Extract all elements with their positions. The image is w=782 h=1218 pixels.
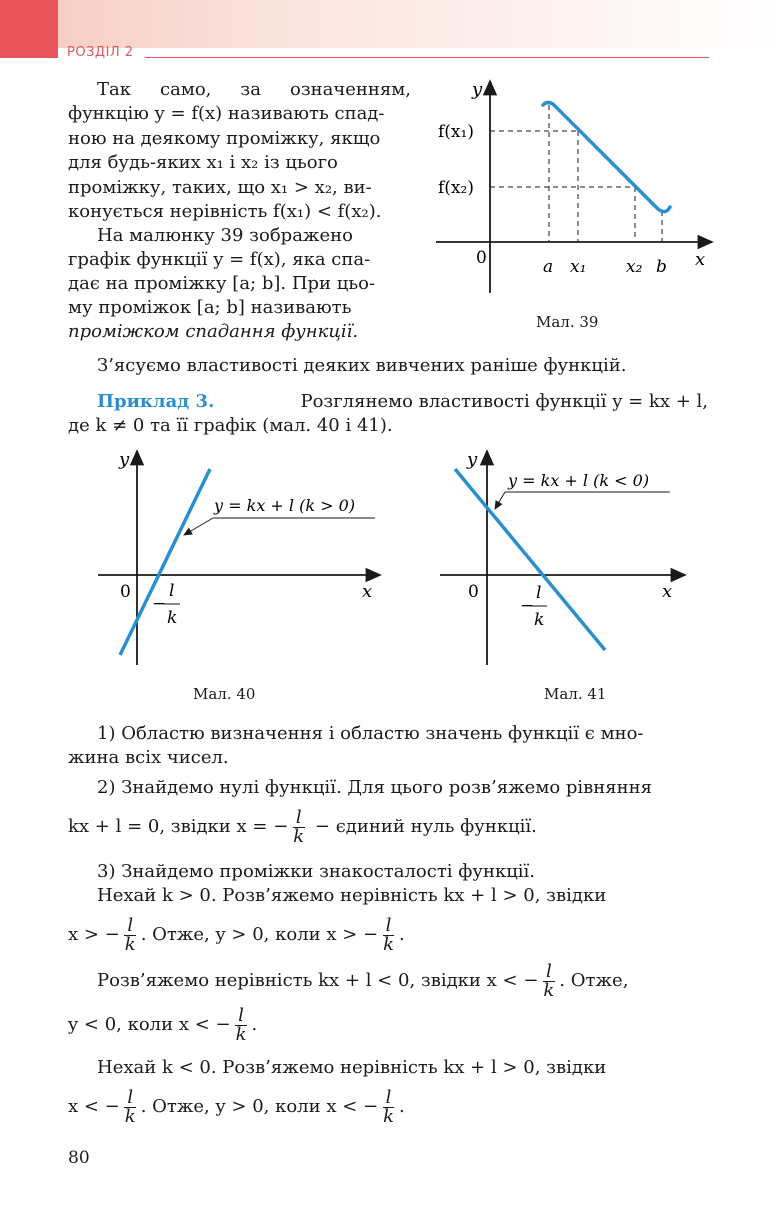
header-color-block bbox=[0, 0, 58, 58]
decreasing-curve bbox=[543, 103, 670, 212]
text: x < − bbox=[68, 1096, 120, 1117]
item2-line-1: 2) Знайдемо нулі функції. Для цього розв’яжемо рівняння bbox=[97, 777, 653, 798]
fraction-den: k bbox=[124, 1105, 136, 1127]
fraction bbox=[540, 960, 557, 1001]
fraction-den: k bbox=[543, 979, 555, 1001]
figure-39 bbox=[430, 75, 720, 300]
item1-line-2: жина всіх чисел. bbox=[68, 747, 229, 768]
fraction-den: k bbox=[383, 1105, 395, 1127]
fig39-origin: 0 bbox=[476, 248, 487, 268]
fraction bbox=[233, 1004, 250, 1045]
item6-line-2 bbox=[68, 1086, 405, 1128]
formula-pointer bbox=[184, 518, 213, 535]
word: само, bbox=[160, 79, 212, 100]
intro-line-10: му проміжок [a; b] називають bbox=[68, 297, 352, 318]
fig40-frac-den: k bbox=[167, 608, 178, 628]
fig41-x-label: x bbox=[662, 581, 673, 602]
fig39-a-label: a bbox=[543, 257, 554, 277]
text: . Отже, y > 0, коли x < − bbox=[140, 1096, 379, 1117]
item5-line-2 bbox=[68, 1004, 257, 1046]
word: означенням, bbox=[289, 79, 411, 100]
intro-line-9: дає на проміжку [a; b]. При цьо- bbox=[68, 273, 376, 294]
intro-line-5: проміжку, таких, що x₁ > x₂, ви- bbox=[68, 177, 372, 198]
text: . Отже, bbox=[559, 970, 629, 991]
fraction bbox=[380, 1086, 397, 1127]
line-k-negative bbox=[455, 469, 605, 650]
fraction bbox=[380, 914, 397, 955]
figure-40 bbox=[90, 445, 390, 670]
word: за bbox=[240, 79, 261, 100]
example-line-1 bbox=[97, 390, 708, 414]
fig40-origin: 0 bbox=[120, 582, 131, 602]
page-number: 80 bbox=[68, 1148, 90, 1168]
text: . Отже, y > 0, коли x > − bbox=[140, 924, 379, 945]
intro-line-8: графік функції y = f(x), яка спа- bbox=[68, 249, 371, 270]
intro-line-3: ною на деякому проміжку, якщо bbox=[68, 128, 381, 149]
fig40-caption: Мал. 40 bbox=[193, 685, 256, 703]
text: y < 0, коли x < − bbox=[68, 1014, 231, 1035]
intro-line-7: На малюнку 39 зображено bbox=[97, 225, 353, 246]
item4-line-2 bbox=[68, 914, 405, 956]
fig41-origin: 0 bbox=[468, 582, 479, 602]
figure-41 bbox=[430, 445, 690, 670]
fig40-x-label: x bbox=[362, 581, 373, 602]
text: − єдиний нуль функції. bbox=[309, 816, 537, 837]
intro-line-2: функцію y = f(x) називають спад- bbox=[68, 103, 385, 124]
fraction-den: k bbox=[235, 1023, 247, 1045]
fig41-y-label: y bbox=[467, 449, 478, 470]
fig39-y-label: y bbox=[472, 79, 483, 100]
fraction bbox=[122, 914, 139, 955]
intro-line-6: конується нерівність f(x₁) < f(x₂). bbox=[68, 201, 382, 222]
example-label: Приклад 3. bbox=[97, 391, 215, 412]
fraction-num: l bbox=[293, 809, 305, 828]
item1-line-1: 1) Областю визначення і областю значень функції є мно- bbox=[97, 723, 644, 744]
fraction-num: l bbox=[543, 963, 555, 982]
header-rule bbox=[145, 57, 709, 58]
fig41-frac-num: l bbox=[536, 583, 542, 603]
fraction-num: l bbox=[383, 1089, 395, 1108]
fig39-fx2-label: f(x₂) bbox=[438, 178, 474, 198]
fraction-num: l bbox=[383, 917, 395, 936]
fig39-caption: Мал. 39 bbox=[536, 313, 599, 331]
text: kx + l = 0, звідки x = − bbox=[68, 816, 289, 837]
fig41-frac-den: k bbox=[534, 610, 545, 630]
fraction-den: k bbox=[383, 933, 395, 955]
item4-line-1: Нехай k > 0. Розв’яжемо нерівність kx + l > 0, звідки bbox=[97, 885, 607, 906]
fraction bbox=[290, 806, 307, 847]
fig41-formula: y = kx + l (k < 0) bbox=[508, 471, 650, 490]
fig39-x-label: x bbox=[695, 249, 706, 270]
fig40-y-label: y bbox=[119, 449, 130, 470]
text: Розв’яжемо нерівність kx + l < 0, звідки x < − bbox=[97, 970, 539, 991]
fraction-num: l bbox=[124, 1089, 136, 1108]
fig39-fx1-label: f(x₁) bbox=[438, 122, 474, 142]
section-title: РОЗДІЛ 2 bbox=[67, 45, 134, 60]
example-text-1: Розглянемо властивості функції y = kx + l, bbox=[300, 391, 708, 412]
word: Так bbox=[97, 79, 131, 100]
fig41-minus: − bbox=[520, 596, 535, 616]
properties-sentence: З’ясуємо властивості деяких вивчених раніше функцій. bbox=[97, 355, 627, 376]
item5-line-1 bbox=[97, 960, 628, 1002]
fig39-b-label: b bbox=[656, 257, 667, 277]
fraction bbox=[122, 1086, 139, 1127]
fig41-caption: Мал. 41 bbox=[544, 685, 607, 703]
text: x > − bbox=[68, 924, 120, 945]
fig40-frac-num: l bbox=[169, 581, 175, 601]
intro-line-11: проміжком спадання функції. bbox=[68, 321, 359, 342]
intro-line-4: для будь-яких x₁ і x₂ із цього bbox=[68, 152, 338, 173]
fraction-den: k bbox=[293, 825, 305, 847]
fraction-num: l bbox=[235, 1007, 247, 1026]
example-line-2: де k ≠ 0 та її графік (мал. 40 і 41). bbox=[68, 415, 393, 436]
item2-line-2 bbox=[68, 806, 537, 848]
item6-line-1: Нехай k < 0. Розв’яжемо нерівність kx + l > 0, звідки bbox=[97, 1057, 607, 1078]
fig39-x2-label: x₂ bbox=[626, 257, 643, 277]
fig39-x1-label: x₁ bbox=[570, 257, 587, 277]
fraction-num: l bbox=[124, 917, 136, 936]
text: . bbox=[399, 924, 405, 945]
fig40-formula: y = kx + l (k > 0) bbox=[214, 496, 356, 515]
fig40-minus: − bbox=[152, 594, 167, 614]
item3-line: 3) Знайдемо проміжки знакосталості функції. bbox=[97, 861, 536, 882]
line-k-positive bbox=[120, 469, 210, 655]
formula-pointer bbox=[495, 492, 505, 509]
text: . bbox=[399, 1096, 405, 1117]
fraction-den: k bbox=[124, 933, 136, 955]
intro-line-1 bbox=[97, 78, 411, 102]
text: . bbox=[251, 1014, 258, 1035]
header-band bbox=[0, 0, 782, 48]
